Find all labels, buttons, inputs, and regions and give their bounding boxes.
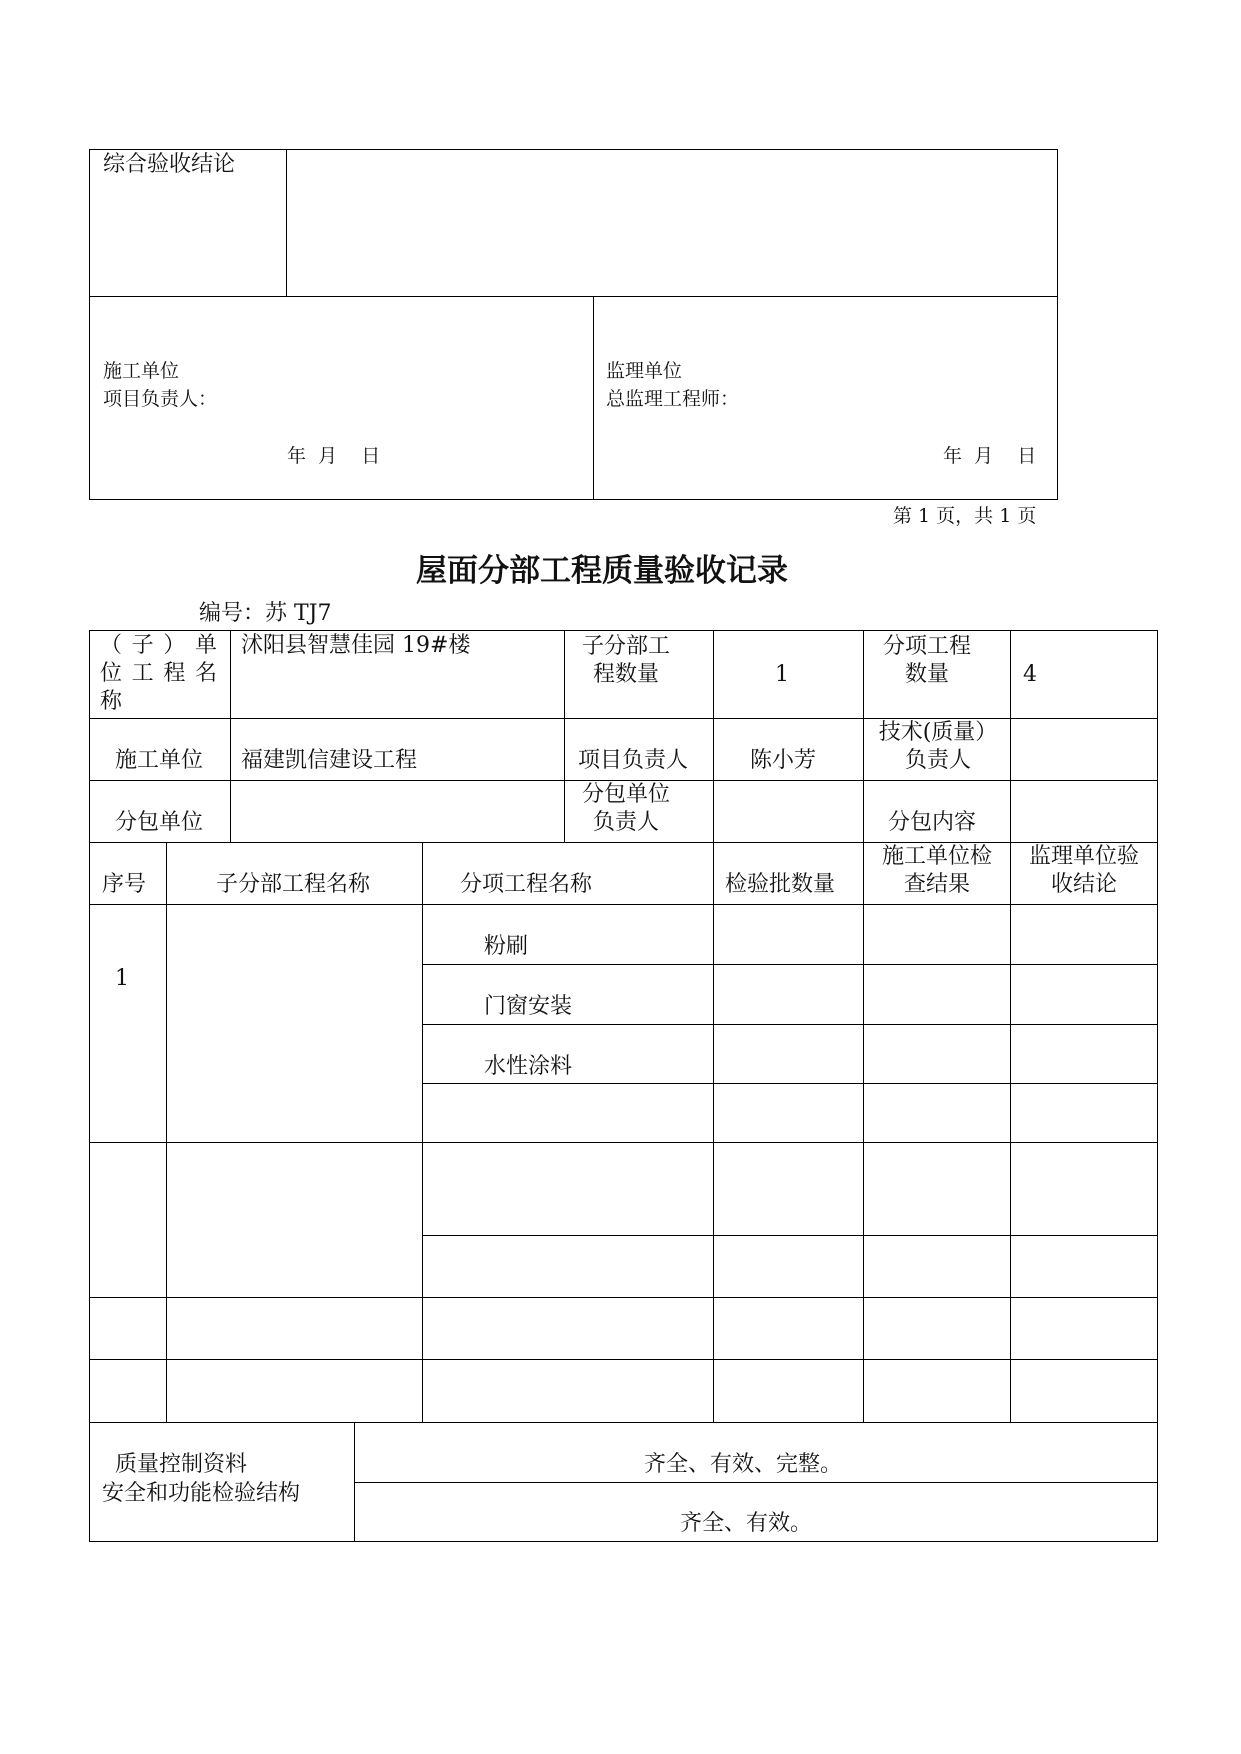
page-info: 第 1 页，共 1 页 [893, 505, 1037, 527]
conclusion-label: 综合验收结论 [103, 152, 236, 177]
pm-value: 陈小芳 [750, 748, 817, 773]
safety-value: 齐全、有效。 [680, 1511, 813, 1536]
item-count-label: 分项工程数量 [882, 634, 971, 687]
project-manager-label: 项目负责人： [103, 388, 218, 410]
item-count-value: 4 [1023, 662, 1037, 687]
col-seq: 序号 [102, 872, 147, 897]
table-row-divider [89, 1422, 1158, 1423]
table-row-divider [89, 842, 1158, 843]
table-col-divider [166, 842, 167, 1422]
table-row-divider [422, 1083, 1158, 1084]
table-col-divider [863, 842, 864, 1422]
table-row-divider [89, 1142, 1158, 1143]
contractor-date: 年 月 日 [287, 445, 381, 467]
sub-count-label: 子分部工程数量 [581, 634, 670, 687]
sub-content-label: 分包内容 [888, 810, 977, 835]
unit-name-value: 沭阳县智慧佳园 19#楼 [241, 633, 471, 658]
table-row-divider [422, 964, 1158, 965]
table-col-divider [1010, 842, 1011, 1422]
contractor-value: 福建凯信建设工程 [241, 748, 418, 773]
table-col-divider [354, 1422, 355, 1542]
table-row-divider [89, 1359, 1158, 1360]
pm-label: 项目负责人 [578, 748, 689, 773]
contractor-label: 施工单位 [103, 360, 180, 382]
document-code: 编号：苏 TJ7 [199, 601, 332, 626]
top-divider [286, 149, 287, 296]
safety-label: 安全和功能检验结构 [102, 1481, 301, 1506]
col-contractor-result: 施工单位检查结果 [882, 844, 993, 897]
table-col-divider [713, 842, 714, 1422]
table-col-divider [863, 630, 864, 842]
table-row-divider [89, 1297, 1158, 1298]
unit-name-label: （子）单位工程名称 [100, 633, 222, 714]
table-row-divider [422, 1024, 1158, 1025]
top-divider [89, 296, 1058, 297]
item-2-name: 门窗安装 [484, 994, 573, 1019]
col-item-name: 分项工程名称 [460, 872, 593, 897]
sub-pm-label: 分包单位负责人 [581, 782, 670, 835]
table-row-divider [422, 1235, 1158, 1236]
top-form [89, 149, 1058, 500]
col-batch-count: 检验批数量 [725, 872, 836, 897]
table-col-divider [713, 630, 714, 842]
sub-count-value: 1 [775, 662, 789, 687]
table-col-divider [230, 630, 231, 842]
col-sub-name: 子分部工程名称 [216, 872, 371, 897]
qc-label: 质量控制资料 [115, 1452, 248, 1477]
supervisor-date: 年 月 日 [943, 445, 1037, 467]
contractor-label: 施工单位 [115, 748, 204, 773]
table-col-divider [1010, 630, 1011, 842]
table-col-divider [422, 842, 423, 1422]
supervisor-label: 监理单位 [606, 360, 683, 382]
table-col-divider [564, 630, 565, 842]
group1-seq: 1 [115, 966, 129, 991]
tech-label: 技术(质量）负责人 [878, 720, 998, 773]
item-3-name: 水性涂料 [484, 1054, 573, 1079]
table-row-divider [89, 904, 1158, 905]
col-supervisor-result: 监理单位验收结论 [1029, 844, 1140, 897]
subcontractor-label: 分包单位 [115, 810, 204, 835]
chief-engineer-label: 总监理工程师： [606, 388, 740, 410]
table-row-divider [354, 1482, 1158, 1483]
top-divider [593, 296, 594, 500]
document-title: 屋面分部工程质量验收记录 [416, 553, 788, 589]
qc-value: 齐全、有效、完整。 [644, 1452, 843, 1477]
item-1-name: 粉刷 [484, 934, 529, 959]
